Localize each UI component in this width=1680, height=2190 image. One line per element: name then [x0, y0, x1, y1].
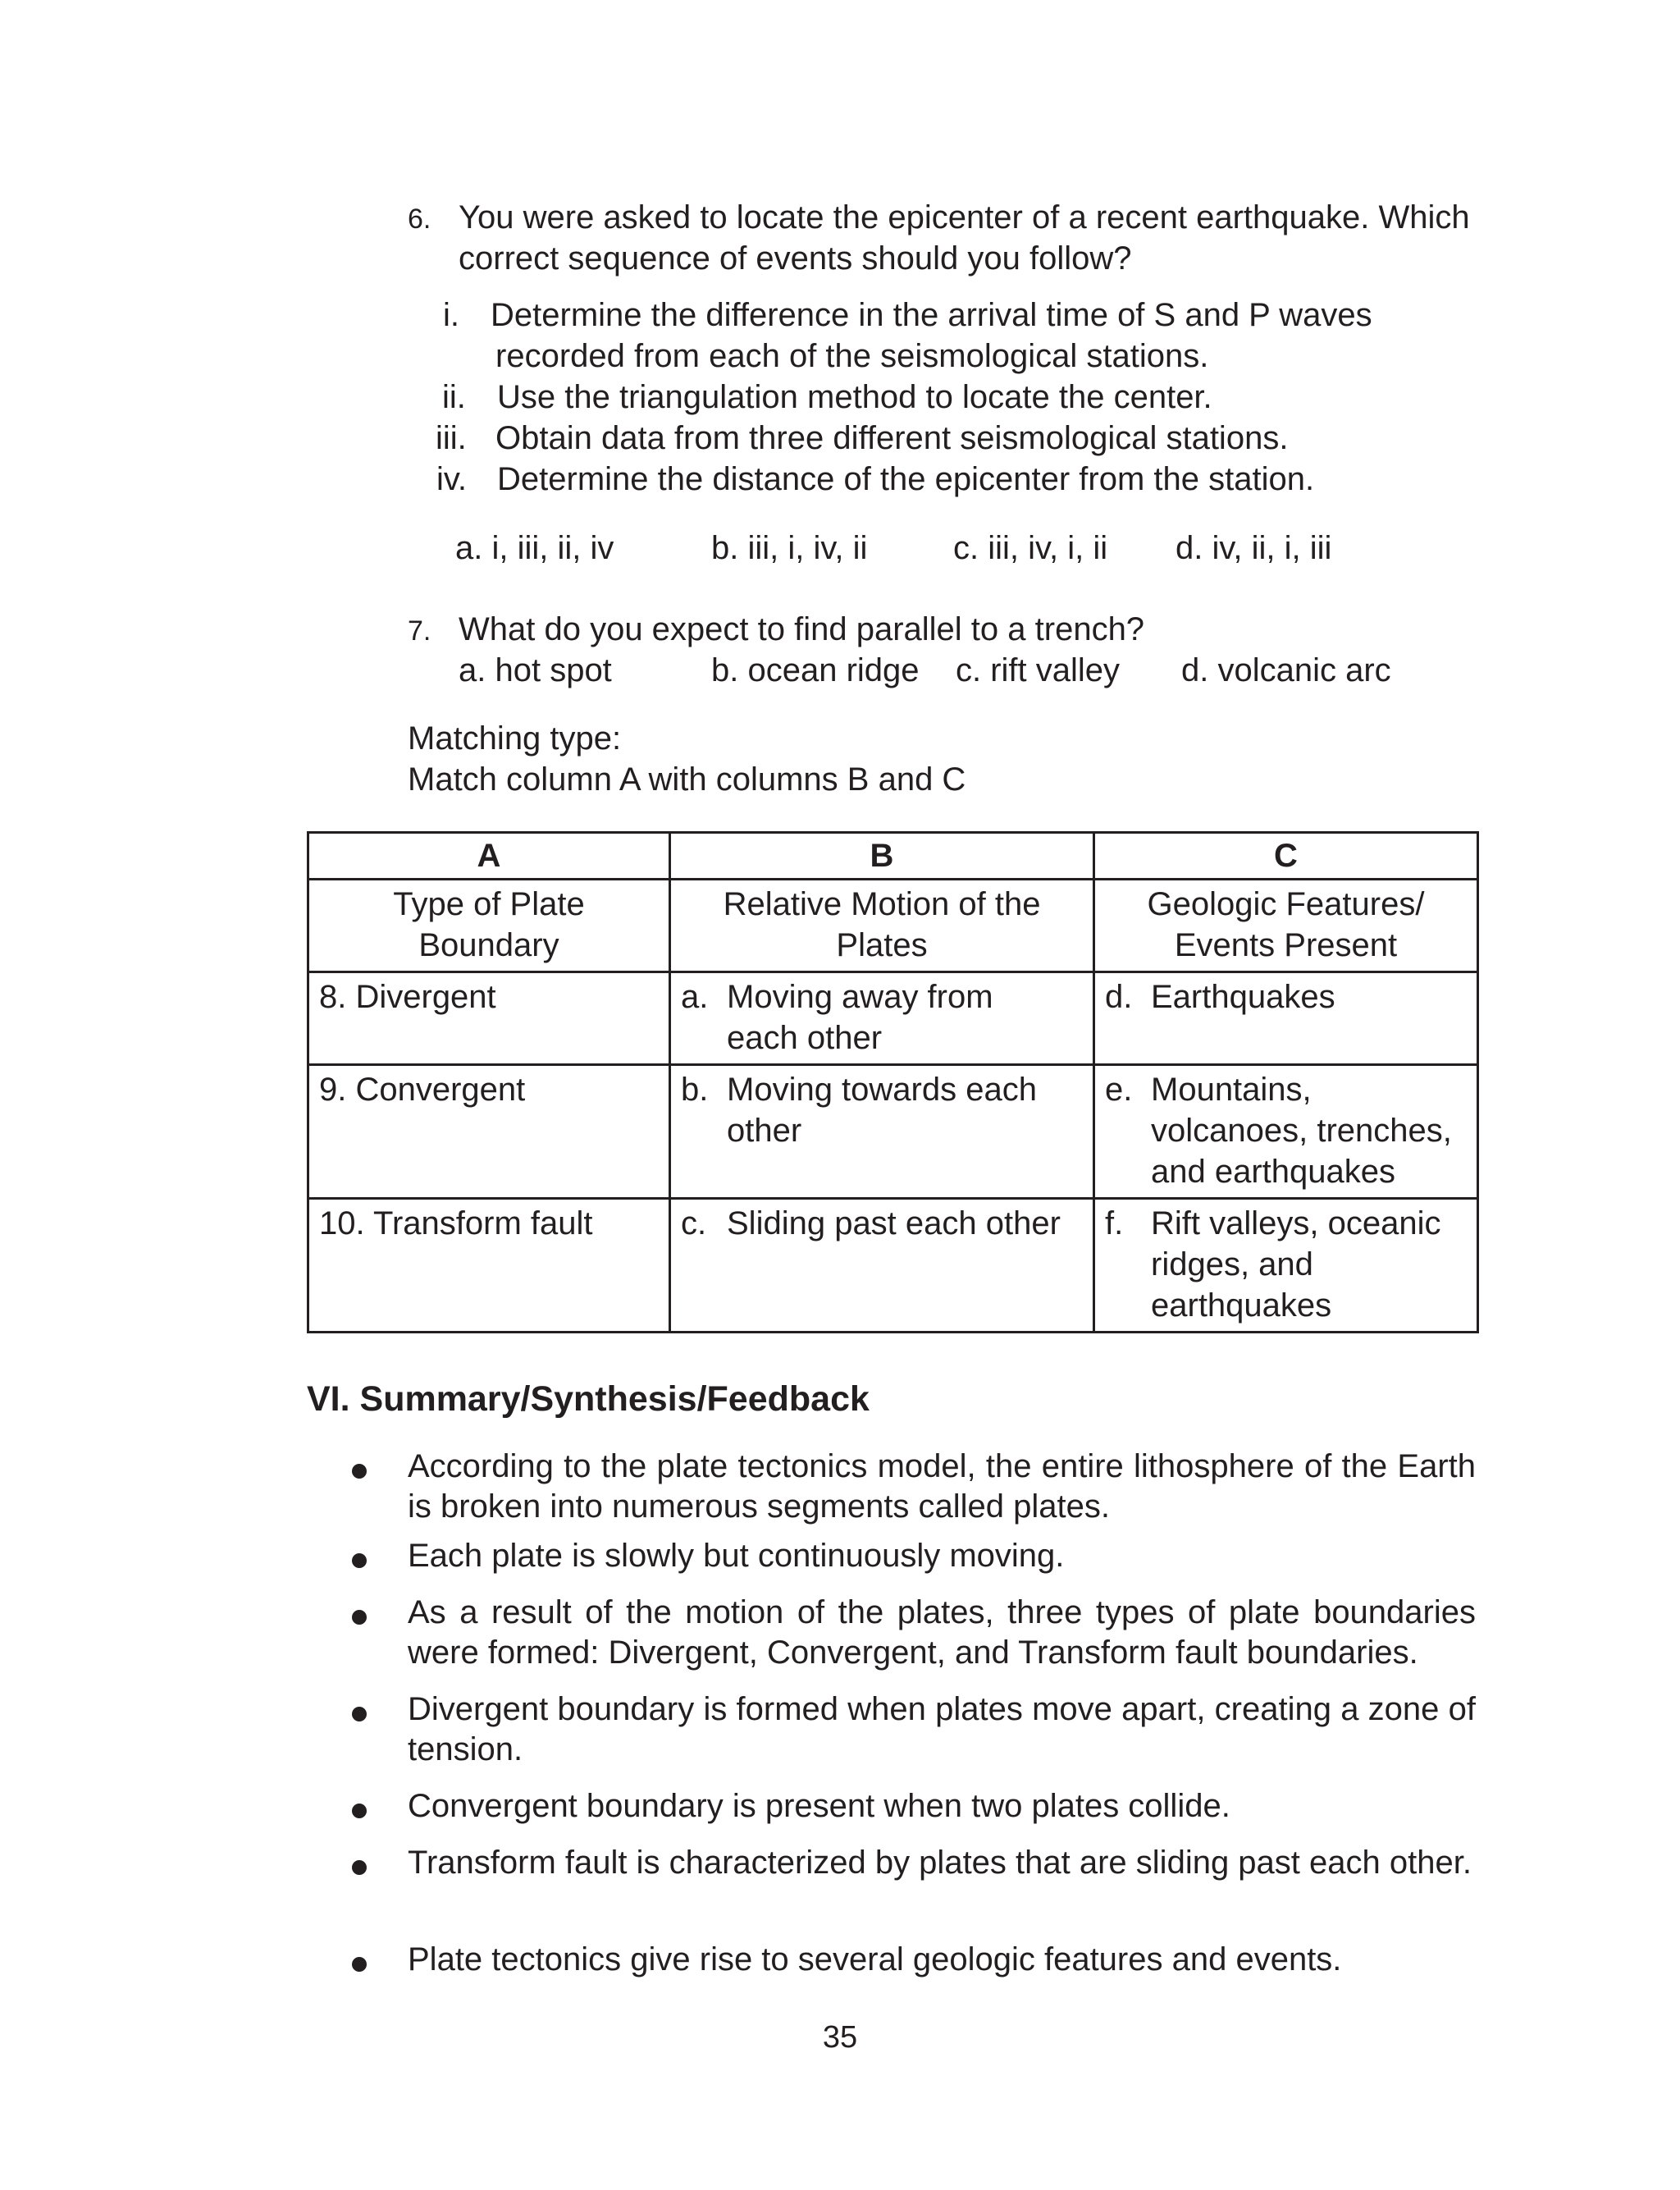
geologic-features-cell: f. Rift valleys, oceanic ridges, and earthquakes	[1094, 1199, 1478, 1333]
q6-choice-d: d. iv, ii, i, iii	[1176, 530, 1332, 566]
table-row	[308, 972, 1478, 1065]
q6-step-text: Determine the distance of the epicenter from the station.	[497, 461, 1315, 497]
bullet-icon	[352, 1553, 367, 1568]
table-row	[308, 1065, 1478, 1199]
q6-step-label: ii.	[442, 379, 466, 415]
summary-heading: VI. Summary/Synthesis/Feedback	[307, 1379, 870, 1419]
q6-step-label: i.	[443, 297, 459, 333]
column-a-header: A	[308, 833, 670, 880]
table-subheader-row	[308, 880, 1478, 972]
q6-step-text: Use the triangulation method to locate the center.	[497, 379, 1212, 415]
summary-bullet: Plate tectonics give rise to several geologic features and events.	[408, 1941, 1342, 1977]
q6-choice-c: c. iii, iv, i, ii	[953, 530, 1108, 566]
summary-bullet: Divergent boundary is formed when plates move apart, creating a zone of tension.	[408, 1691, 1476, 1767]
geologic-features-cell: e. Mountains, volcanoes, trenches, and earthquakes	[1094, 1065, 1478, 1199]
bullet-icon	[352, 1860, 367, 1875]
column-c-header: C	[1094, 833, 1478, 880]
q6-question-line1: You were asked to locate the epicenter of a recent earthquake. Which	[459, 199, 1470, 235]
q6-step-label: iii.	[436, 420, 467, 456]
summary-bullet: As a result of the motion of the plates, three types of plate boundaries were formed: Divergent, Convergent, and Transform fault boundaries.	[408, 1594, 1476, 1671]
q6-choice-a: a. i, iii, ii, iv	[455, 530, 614, 566]
summary-bullet: Each plate is slowly but continuously moving.	[408, 1538, 1065, 1574]
q7-choice-c: c. rift valley	[956, 652, 1121, 688]
relative-motion-cell: c. Sliding past each other	[670, 1199, 1094, 1333]
bullet-icon	[352, 1957, 367, 1972]
q6-number: 6.	[408, 203, 431, 235]
column-b-subheader: Relative Motion of the Plates	[670, 880, 1094, 972]
q7-choice-a: a. hot spot	[459, 652, 612, 688]
q6-question-line2: correct sequence of events should you follow?	[459, 240, 1132, 277]
matching-instruction: Match column A with columns B and C	[408, 761, 966, 798]
boundary-type-cell: 9. Convergent	[308, 1065, 670, 1199]
bullet-icon	[352, 1707, 367, 1721]
column-b-header: B	[670, 833, 1094, 880]
table-header-row	[308, 833, 1478, 880]
column-a-subheader: Type of Plate Boundary	[308, 880, 670, 972]
q6-step-text: Obtain data from three different seismological stations.	[495, 420, 1289, 456]
summary-bullet: Convergent boundary is present when two plates collide.	[408, 1788, 1230, 1824]
q6-step-text-cont: recorded from each of the seismological stations.	[495, 338, 1209, 374]
matching-title: Matching type:	[408, 720, 622, 757]
bullet-icon	[352, 1804, 367, 1818]
q7-number: 7.	[408, 615, 431, 647]
q6-step-text: Determine the difference in the arrival time of S and P waves	[491, 297, 1372, 333]
q6-step-label: iv.	[436, 461, 468, 497]
relative-motion-cell: a. Moving away from each other	[670, 972, 1094, 1065]
boundary-type-cell: 8. Divergent	[308, 972, 670, 1065]
page-number: 35	[822, 2020, 858, 2055]
q7-choice-d: d. volcanic arc	[1181, 652, 1391, 688]
q6-choice-b: b. iii, i, iv, ii	[711, 530, 868, 566]
boundary-type-cell: 10. Transform fault	[308, 1199, 670, 1333]
bullet-icon	[352, 1464, 367, 1479]
q7-question: What do you expect to find parallel to a trench?	[459, 611, 1145, 647]
bullet-icon	[352, 1610, 367, 1625]
q7-choice-b: b. ocean ridge	[711, 652, 920, 688]
column-c-subheader: Geologic Features/ Events Present	[1094, 880, 1478, 972]
relative-motion-cell: b. Moving towards each other	[670, 1065, 1094, 1199]
summary-bullet: Transform fault is characterized by plates that are sliding past each other.	[408, 1845, 1472, 1881]
geologic-features-cell: d. Earthquakes	[1094, 972, 1478, 1065]
summary-bullet: According to the plate tectonics model, the entire lithosphere of the Earth is broken into numerous segments called plates.	[408, 1448, 1476, 1525]
table-row	[308, 1199, 1478, 1333]
matching-table	[307, 831, 1479, 1333]
